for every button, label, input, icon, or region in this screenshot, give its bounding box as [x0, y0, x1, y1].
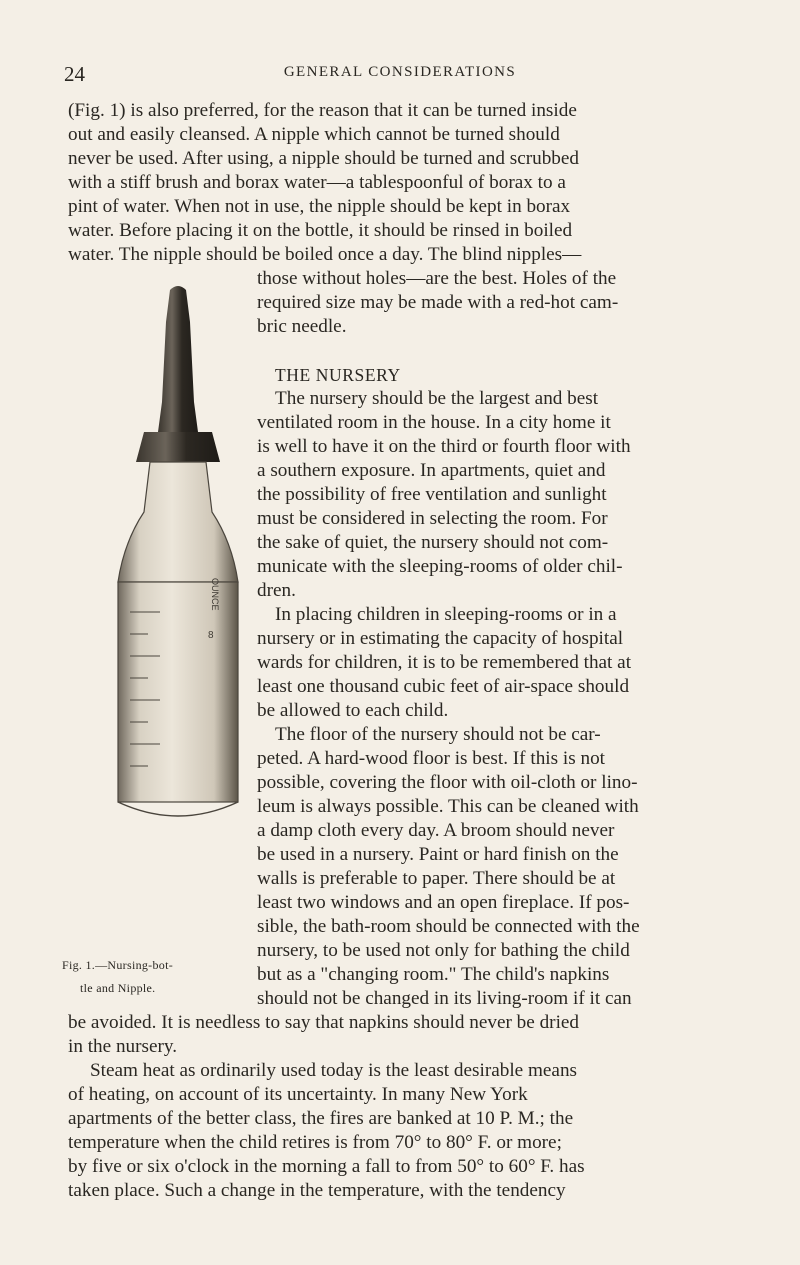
text-line: municate with the sleeping-rooms of older chil-	[257, 556, 623, 577]
text-line: peted. A hard-wood floor is best. If this is not	[257, 748, 605, 769]
text-line: must be considered in selecting the room. For	[257, 508, 608, 529]
text-line: taken place. Such a change in the temperature, with the tendency	[68, 1180, 566, 1201]
text-line: nursery, to be used not only for bathing the child	[257, 940, 630, 961]
section-heading: THE NURSERY	[275, 365, 401, 385]
text-line: leum is always possible. This can be cleaned with	[257, 796, 639, 817]
text-line: be used in a nursery. Paint or hard finish on the	[257, 844, 619, 865]
text-line: The floor of the nursery should not be car-	[275, 724, 601, 745]
text-line: out and easily cleansed. A nipple which cannot be turned should	[68, 124, 560, 145]
text-line: the sake of quiet, the nursery should not com-	[257, 532, 609, 553]
text-line: a damp cloth every day. A broom should never	[257, 820, 615, 841]
text-line: of heating, on account of its uncertainty. In many New York	[68, 1084, 528, 1105]
bottle-body	[118, 582, 238, 802]
text-line: in the nursery.	[68, 1036, 178, 1057]
text-line: nursery or in estimating the capacity of hospital	[257, 628, 624, 649]
text-line: required size may be made with a red-hot cam-	[257, 292, 619, 313]
text-line: is well to have it on the third or fourth floor with	[257, 436, 631, 457]
page-number: 24	[64, 62, 85, 86]
page-header	[0, 60, 800, 84]
text-line: bric needle.	[257, 316, 347, 337]
text-line: least one thousand cubic feet of air-space should	[257, 676, 630, 697]
text-line: should not be changed in its living-room if it can	[257, 988, 632, 1009]
bottle-mark-ounce: OUNCE	[210, 578, 220, 611]
text-line: never be used. After using, a nipple should be turned and scrubbed	[68, 148, 579, 169]
text-line: water. The nipple should be boiled once a day. The blind nipples—	[68, 244, 582, 265]
text-line: with a stiff brush and borax water—a tablespoonful of borax to a	[68, 172, 566, 193]
text-line: The nursery should be the largest and best	[275, 388, 599, 409]
text-line: wards for children, it is to be remembered that at	[257, 652, 632, 673]
text-line: sible, the bath-room should be connected with the	[257, 916, 640, 937]
bottle-mark-eight: 8	[208, 630, 214, 641]
text-line: Steam heat as ordinarily used today is the least desirable means	[90, 1060, 578, 1081]
text-line: temperature when the child retires is from 70° to 80° F. or more;	[68, 1132, 562, 1153]
text-line: (Fig. 1) is also preferred, for the reason that it can be turned inside	[68, 100, 577, 121]
figure-caption: tle and Nipple.	[80, 981, 156, 995]
text-line: possible, covering the floor with oil-cloth or lino-	[257, 772, 638, 793]
bottle-neck	[118, 462, 238, 582]
nursing-bottle-figure	[108, 282, 248, 822]
text-line: be avoided. It is needless to say that napkins should never be dried	[68, 1012, 580, 1033]
text-line: dren.	[257, 580, 296, 601]
text-line: walls is preferable to paper. There should be at	[257, 868, 616, 889]
figure-caption: Fig. 1.—Nursing-bot-	[62, 958, 173, 972]
text-line: apartments of the better class, the fires are banked at 10 P. M.; the	[68, 1108, 574, 1129]
text-line: water. Before placing it on the bottle, it should be rinsed in boiled	[68, 220, 573, 241]
text-line: least two windows and an open fireplace. If pos-	[257, 892, 630, 913]
nursing-bottle-illustration	[108, 282, 248, 822]
bottle-base	[118, 802, 238, 816]
text-line: a southern exposure. In apartments, quiet and	[257, 460, 606, 481]
nipple-flange	[136, 432, 220, 462]
running-head: GENERAL CONSIDERATIONS	[283, 64, 517, 80]
nipple-shape	[158, 286, 198, 432]
text-line: be allowed to each child.	[257, 700, 449, 721]
text-line: by five or six o'clock in the morning a fall to from 50° to 60° F. has	[68, 1156, 585, 1177]
text-line: the possibility of free ventilation and sunlight	[257, 484, 607, 505]
text-line: In placing children in sleeping-rooms or in a	[275, 604, 617, 625]
text-line: but as a "changing room." The child's napkins	[257, 964, 610, 985]
text-line: ventilated room in the house. In a city home it	[257, 412, 611, 433]
text-line: pint of water. When not in use, the nipple should be kept in borax	[68, 196, 571, 217]
text-line: those without holes—are the best. Holes of the	[257, 268, 617, 289]
